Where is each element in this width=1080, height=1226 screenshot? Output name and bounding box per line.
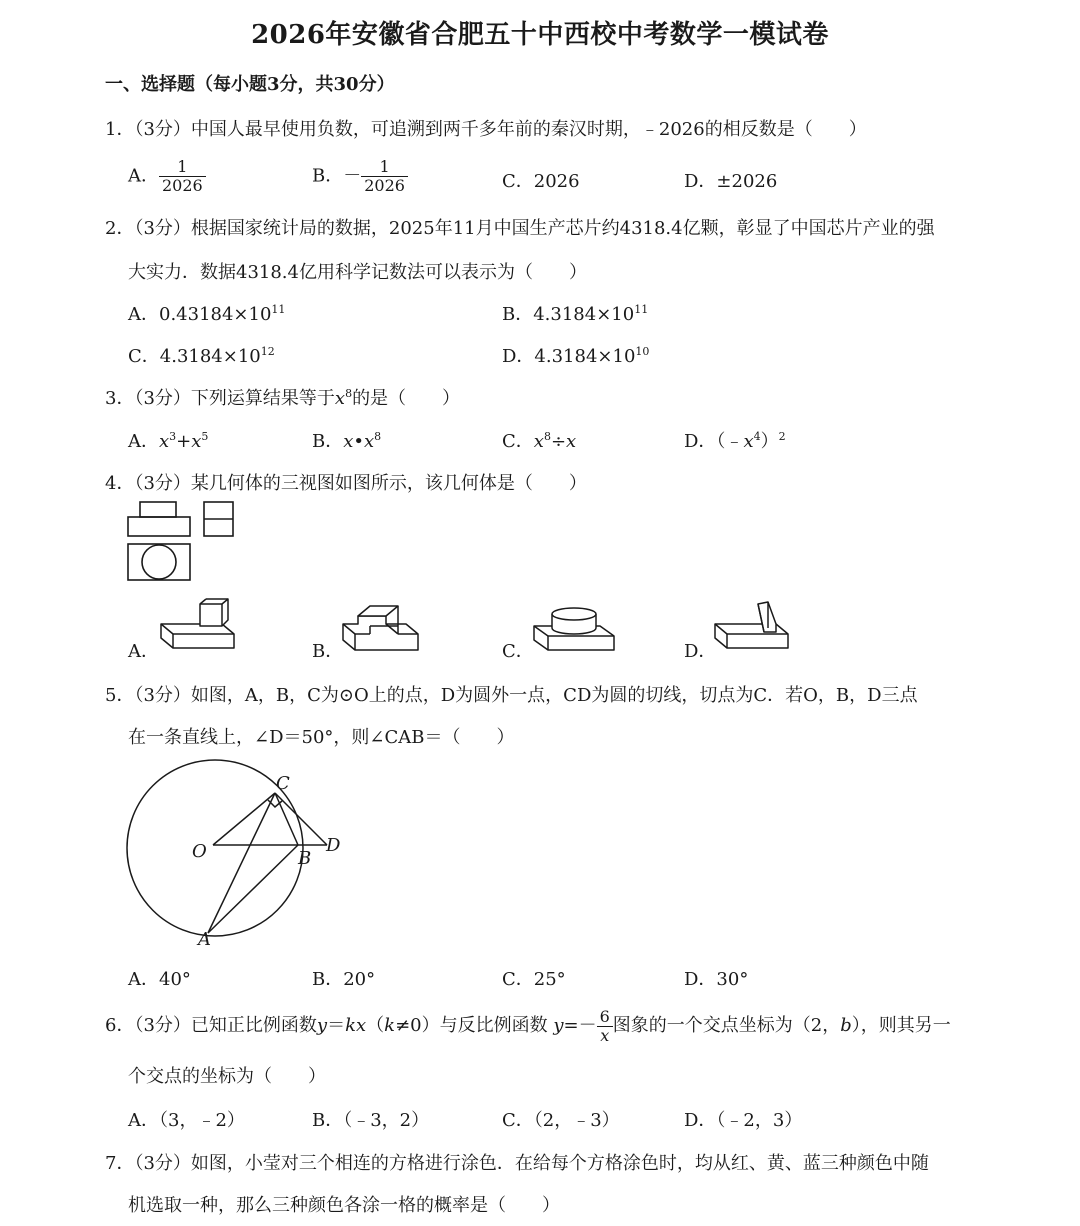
q3-option-c: C．$x^8\div x$ (502, 430, 577, 452)
segment-cd (275, 793, 327, 845)
q2-option-a: A．$0.43184\times 10^{11}$ (128, 303, 286, 325)
q3-stem: 3．（3分）下列运算结果等于$x^8$的是（ ） (105, 387, 461, 409)
q5-stem-line2: 在一条直线上，∠D＝50°，则∠CAB＝（ ） (128, 727, 515, 748)
q3-option-d: D．$(﹣x^4)^2$ (684, 430, 786, 452)
q5-stem-line1: 5．（3分）如图，A，B，C为⊙O上的点，D为圆外一点，CD为圆的切线，切点为C．若O，B，D三点 (105, 685, 918, 706)
q1-option-b: B．－ $\frac{1}{2026}$ (312, 158, 408, 195)
q4-option-d: D． (684, 641, 717, 662)
q1-stem: 1．（3分）中国人最早使用负数，可追溯到两千多年前的秦汉时期，﹣2026的相反数是（ ） (105, 119, 867, 140)
point-label-c: C (276, 773, 290, 794)
q6-option-c: C．（2，﹣3） (502, 1110, 620, 1131)
q2-stem-line1: 2．（3分）根据国家统计局的数据，2025年11月中国生产芯片约4318.4亿颗，彰显了中国芯片产业的强 (105, 218, 935, 239)
q5-circle-figure (120, 758, 360, 954)
page-title: 2026年安徽省合肥五十中西校中考数学一模试卷 (251, 20, 829, 50)
q6-stem-line1: 6．（3分）已知正比例函数y＝kx（k≠0）与反比例函数 y=－ $\frac{6}{x}$ 图象的一个交点坐标为（2，b），则其另一 (105, 1006, 951, 1045)
q3-option-b: B．$x•x^8$ (312, 430, 382, 452)
q4-option-a: A． (128, 641, 159, 662)
q4-stem: 4．（3分）某几何体的三视图如图所示，该几何体是（ ） (105, 473, 587, 494)
q7-stem-line1: 7．（3分）如图，小莹对三个相连的方格进行涂色．在给每个方格涂色时，均从红、黄、蓝三种颜色中随 (105, 1153, 929, 1174)
point-label-b: B (298, 848, 312, 869)
point-label-a: A (198, 929, 211, 950)
q4-three-views-figure (126, 500, 236, 584)
q6-option-a: A．（3，﹣2） (128, 1110, 245, 1131)
q4-option-b: B． (312, 641, 344, 662)
q1-option-d: D．±2026 (684, 171, 778, 192)
q4-option-a-figure (158, 596, 240, 654)
q5-option-a: A．40° (128, 969, 191, 990)
q4-option-c-figure (530, 604, 620, 654)
q7-stem-line2: 机选取一种，那么三种颜色各涂一格的概率是（ ） (128, 1195, 560, 1216)
q2-option-c: C．$4.3184\times 10^{12}$ (128, 345, 275, 367)
q3-option-a: A．$x^3+x^5$ (128, 430, 209, 452)
q4-option-c: C． (502, 641, 534, 662)
q2-stem-line2: 大实力．数据4318.4亿用科学记数法可以表示为（ ） (128, 262, 587, 283)
front-view-top (140, 502, 176, 517)
segment-oc (213, 793, 275, 845)
segment-ca (208, 793, 275, 933)
segment-ab (208, 845, 298, 933)
section-heading: 一、选择题（每小题3分，共30分） (105, 74, 395, 95)
q5-option-b: B．20° (312, 969, 376, 990)
q5-option-c: C．25° (502, 969, 566, 990)
q4-option-b-figure (340, 602, 422, 654)
q6-option-b: B．（﹣3，2） (312, 1110, 430, 1131)
q4-option-d-figure (712, 598, 792, 654)
q1-option-a: A． $\frac{1}{2026}$ (128, 158, 206, 195)
q6-option-d: D．（﹣2，3） (684, 1110, 803, 1131)
q6-stem-line2: 个交点的坐标为（ ） (128, 1066, 326, 1087)
top-view-circle (142, 545, 176, 579)
point-label-d: D (326, 835, 341, 856)
point-label-o: O (192, 841, 207, 862)
q1-option-c: C．2026 (502, 171, 580, 192)
front-view-base (128, 517, 190, 536)
top-view-rect (128, 544, 190, 580)
segment-cb (275, 793, 298, 845)
q2-option-d: D．$4.3184\times 10^{10}$ (502, 345, 650, 367)
q2-option-b: B．$4.3184\times 10^{11}$ (502, 303, 649, 325)
q5-option-d: D．30° (684, 969, 749, 990)
